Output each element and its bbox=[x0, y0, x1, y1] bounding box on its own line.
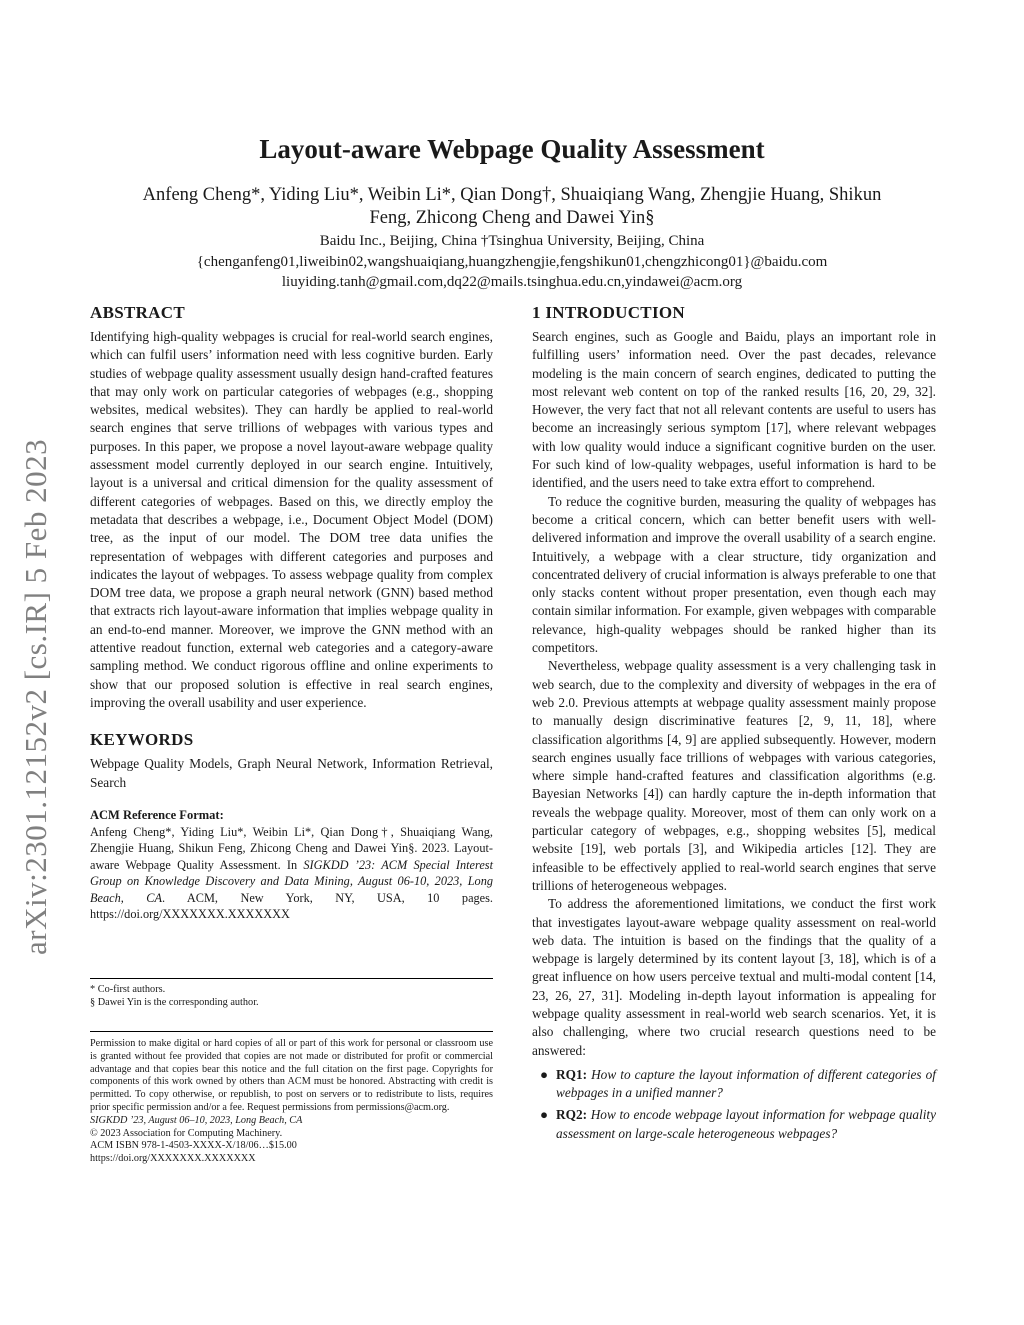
permission-text: Permission to make digital or hard copies of all or part of this work for personal or classroom use is granted without fee provided that copies are not made or distributed for profit or commercial advantage and that copies bear this notice and the full citation on the first page. Copyrights for components of this work owned by others than ACM must be honored. Abstracting with credit is permitted. To copy otherwise, or republish, to post on servers or to redistribute to lists, requires prior specific permission and/or a fee. Request permissions from permissions@acm.org. bbox=[90, 1038, 493, 1113]
isbn-line: ACM ISBN 978-1-4503-XXXX-X/18/06…$15.00 bbox=[90, 1140, 297, 1152]
acm-reference-text bbox=[90, 824, 493, 923]
rq1-text: How to capture the layout information of different categories of webpages in a unified manner? bbox=[556, 1066, 936, 1101]
paper-title: Layout-aware Webpage Quality Assessment bbox=[259, 134, 765, 164]
right-column bbox=[532, 303, 936, 1147]
abstract-text: Identifying high-quality webpages is crucial for real-world search engines, which can fulfil users’ information need with less cognitive burden. Early studies of webpage quality assessment usually design hand-crafted features that may only work on particular categories of webpages (e.g., shopping websites, medical websites). They can hardly be applied to real-world search engines that serve trillions of webpages with various types and purposes. In this paper, we propose a novel layout-aware webpage quality assessment model currently deployed in our search engine. Intuitively, layout is a universal and critical dimension for the quality assessment of different categories of webpages. Based on this, we directly employ the metadata that describes a webpage, i.e., Document Object Model (DOM) tree, as the input of our model. The DOM tree data unifies the representation of webpages with different categories and purposes and indicates the layout of webpages. To assess webpage quality from complex DOM tree data, we propose a graph neural network (GNN) based method that extracts rich layout-aware information that implies webpage quality in an end-to-end manner. Moreover, we improve the GNN method with an attentive readout function, external web categories and a category-aware sampling method. We conduct rigorous offline and online experiments to show that our proposed solution is effective in real search engines, improving the overall usability and user experience. bbox=[90, 329, 493, 710]
rq1-label: RQ1: bbox=[556, 1066, 588, 1082]
introduction-heading: 1 INTRODUCTION bbox=[532, 303, 685, 322]
research-questions bbox=[532, 1066, 936, 1143]
email-line-2: liuyiding.tanh@gmail.com,dq22@mails.tsinghua.edu.cn,yindawei@acm.org bbox=[281, 274, 743, 290]
left-column bbox=[90, 303, 493, 923]
doi-link[interactable]: https://doi.org/XXXXXXX.XXXXXXX bbox=[90, 1153, 256, 1165]
affiliation-block bbox=[60, 231, 964, 293]
conference-line: SIGKDD ’23, August 06–10, 2023, Long Beach, CA bbox=[90, 1114, 303, 1126]
keywords-text: Webpage Quality Models, Graph Neural Network, Information Retrieval, Search bbox=[90, 756, 493, 790]
footnote-corresponding: § Dawei Yin is the corresponding author. bbox=[90, 997, 259, 1008]
arxiv-identifier: arXiv:2301.12152v2 [cs.IR] 5 Feb 2023 bbox=[18, 438, 53, 955]
bullet-icon: ● bbox=[540, 1066, 549, 1082]
affiliation: Baidu Inc., Beijing, China †Tsinghua University, Beijing, China bbox=[319, 233, 705, 249]
author-line-2: Feng, Zhicong Cheng and Dawei Yin§ bbox=[369, 208, 655, 228]
footnote-cofirst: * Co-first authors. bbox=[90, 984, 166, 995]
acm-reference-heading: ACM Reference Format: bbox=[90, 807, 224, 822]
keywords-heading: KEYWORDS bbox=[90, 730, 194, 750]
author-line-1: Anfeng Cheng*, Yiding Liu*, Weibin Li*, Qian Dong†, Shuaiqiang Wang, Zhengjie Huang, Shikun bbox=[142, 185, 882, 205]
rq2-text: How to encode webpage layout information for webpage quality assessment on large-scale heterogeneous webpages? bbox=[556, 1107, 936, 1141]
rq2-item bbox=[532, 1106, 936, 1143]
email-line-1: {chenganfeng01,liweibin02,wangshuaiqiang,huangzhengjie,fengshikun01,chengzhicong01}@baidu.com bbox=[196, 253, 828, 270]
intro-paragraph-3: Nevertheless, webpage quality assessment is a very challenging task in web search, due to the complexity and diversity of webpages in the era of web 2.0. Previous attempts at webpage quality assessment mainly propose to manually design discriminative features [2, 9, 11, 18], where classification algorithms [4, 9] are applied subsequently. However, modern search engines usually face trillions of webpages with various categories, where simple hand-crafted features and classification algorithms (e.g. Bayesian Networks [4]) can hardly capture the in-depth information that reveals the webpage quality. Moreover, most of them can only work on a particular category of webpages, e.g., shopping websites [5], medical website [19], web portals [3], and Wikipedia articles [12]. They are infeasible to be effectively applied to real-world search engines that serve trillions of heterogeneous webpages. bbox=[532, 658, 936, 893]
intro-paragraph-2: To reduce the cognitive burden, measuring the quality of webpages has become a critical concern, which can better benefit users with well-delivered information and improve the overall usability of a search engine. Intuitively, a webpage with a clear structure, tidy organization and concentrated delivery of crucial information is always preferable to one that only stacks content without proper presentation, even though each may contain similar information. For example, given webpages with comparable relevance, high-quality webpages should be ranked higher than its competitors. bbox=[532, 493, 936, 656]
footnotes bbox=[90, 978, 493, 1009]
rq1-item bbox=[532, 1066, 936, 1103]
acm-reference-authors: Anfeng Cheng*, Yiding Liu*, Weibin Li*, Qian Dong†, Shuaiqiang Wang, Zhengjie Huang, Shikun Feng, Zhicong Cheng and Dawei Yin§. 2023. Layout-aware Webpage Quality Assessment. In bbox=[90, 824, 493, 872]
permission-block bbox=[90, 1031, 493, 1166]
bullet-icon: ● bbox=[540, 1107, 549, 1123]
intro-paragraph-4: To address the aforementioned limitations, we conduct the first work that investigates layout-aware webpage quality assessment on real-world web data. The intuition is based on the findings that the quality of a webpage is largely determined by its content layout [3, 18], which is of a great influence on how users perceive textual and multi-modal content [14, 23, 26, 27, 31]. Modeling in-depth layout information is appealing for webpage quality assessment in real-world web search scenarios. Yet, it is also challenging, where two crucial research questions need to be answered: bbox=[532, 896, 936, 1058]
copyright-line: © 2023 Association for Computing Machinery. bbox=[90, 1127, 283, 1139]
acm-reference-tail: . ACM, New York, NY, USA, 10 pages. https://doi.org/XXXXXXX.XXXXXXX bbox=[90, 890, 493, 922]
abstract-heading: ABSTRACT bbox=[90, 303, 185, 322]
intro-paragraph-1: Search engines, such as Google and Baidu, plays an important role in fulfilling users’ information need. Over the past decades, relevance modeling is the main concern of search engines, dedicated to putting the most relevant web content on top of the ranked results [16, 20, 29, 32]. However, the very fact that not all relevant contents are useful to users has become an increasingly serious symptom [17], where relevant webpages with low quality would induce a significant cognitive burden on the user. For such kind of low-quality webpages, useful information is hard to be identified, and the users need to take extra effort to comprehend. bbox=[532, 329, 936, 491]
acm-reference-venue: SIGKDD ’23: ACM Special Interest Group on Knowledge Discovery and Data Mining, August 06-10, 2023, Long Beach, CA bbox=[90, 857, 494, 905]
rq2-label: RQ2: bbox=[556, 1107, 588, 1123]
author-list bbox=[100, 184, 924, 230]
